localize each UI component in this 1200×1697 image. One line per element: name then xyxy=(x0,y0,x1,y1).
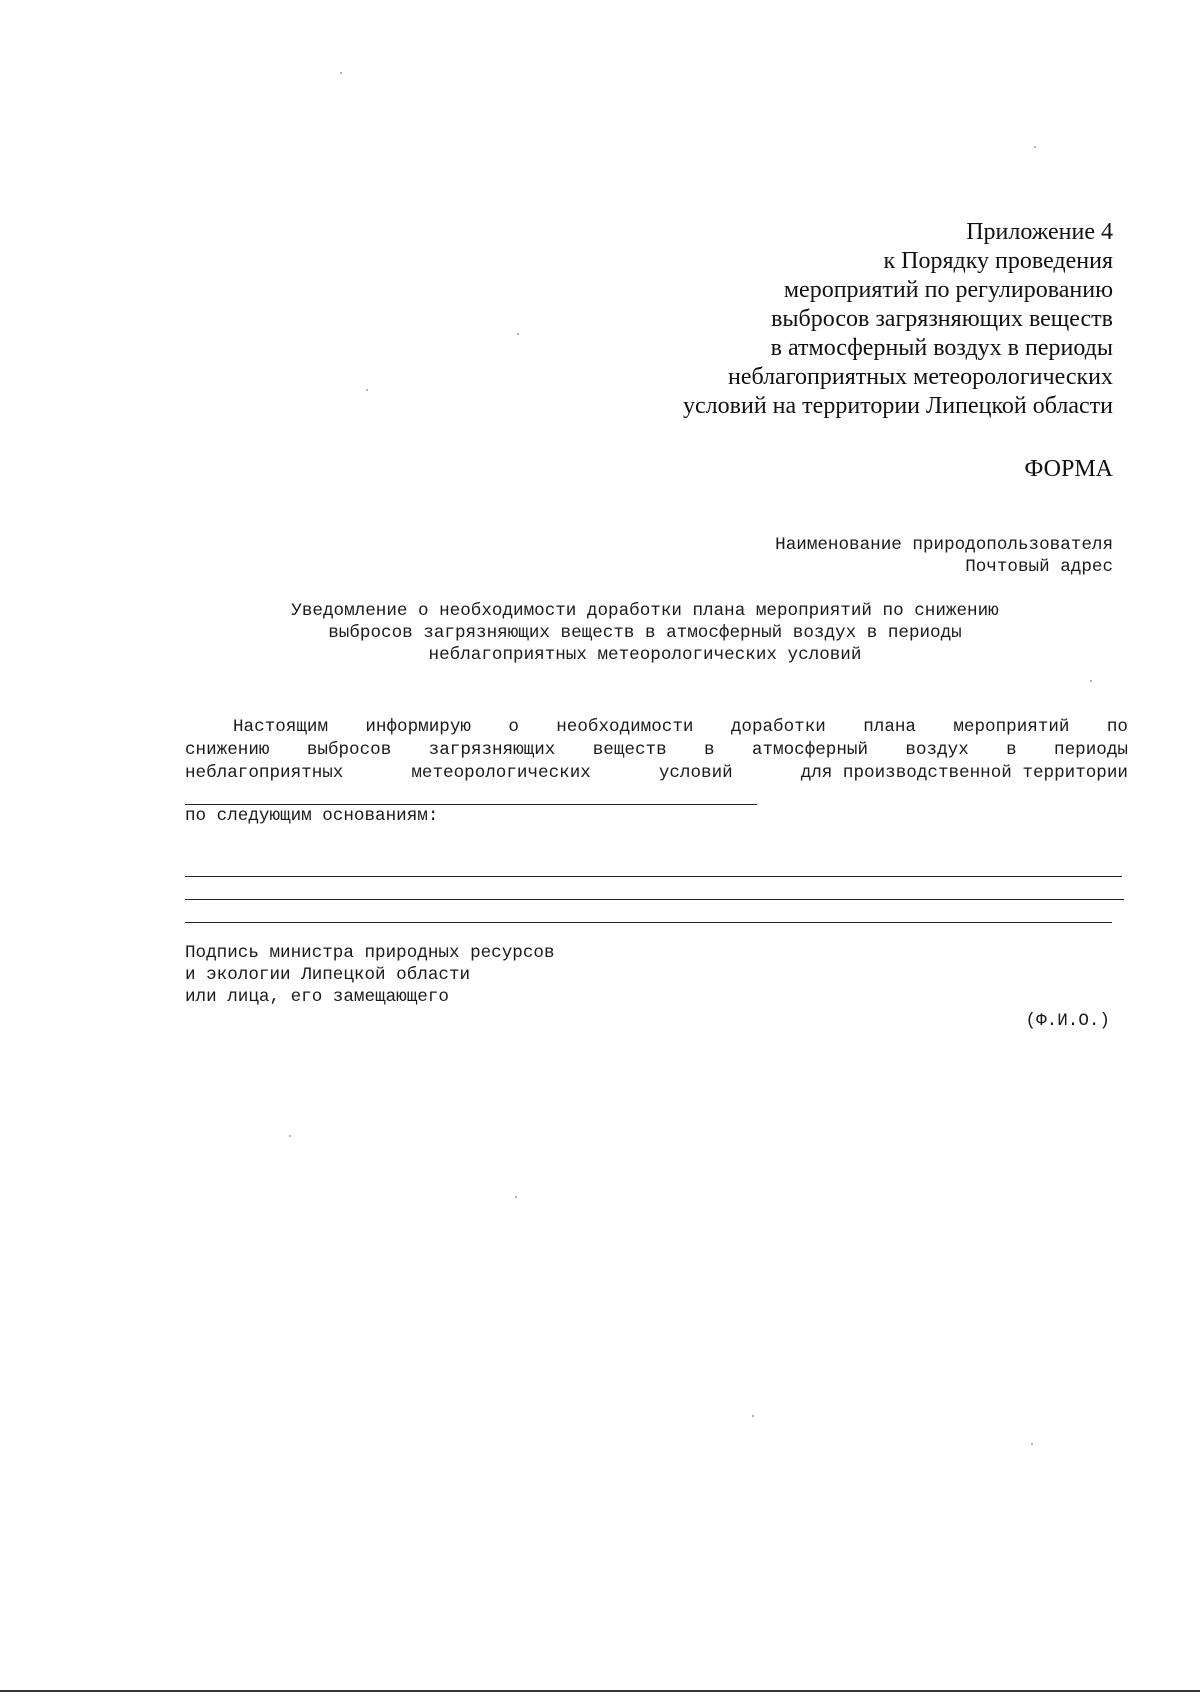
appendix-line: условий на территории Липецкой области xyxy=(683,393,1113,419)
appendix-line: выбросов загрязняющих веществ xyxy=(771,306,1113,332)
body-word: метеорологических xyxy=(411,763,591,783)
body-word: в xyxy=(703,740,715,760)
scan-speck xyxy=(1034,146,1036,148)
notice-title-line: Уведомление о необходимости доработки плана мероприятий по снижению xyxy=(291,601,999,621)
scan-speck xyxy=(1090,680,1092,682)
grounds-blank-line xyxy=(185,899,1124,900)
grounds-blank-line xyxy=(185,922,1112,923)
appendix-header xyxy=(513,218,1113,421)
grounds-label: по следующим основаниям: xyxy=(185,806,439,826)
body-word: в xyxy=(1006,740,1017,760)
body-word: атмосферный xyxy=(751,740,869,760)
body-word: по xyxy=(1106,717,1128,737)
appendix-line: мероприятий по регулированию xyxy=(783,277,1113,303)
appendix-line: к Порядку проведения xyxy=(883,248,1113,274)
scan-speck xyxy=(340,72,342,74)
body-word: информирую xyxy=(365,717,471,737)
scan-speck xyxy=(752,1415,754,1417)
body-line xyxy=(185,739,1128,762)
body-line xyxy=(185,716,1128,739)
body-word: периоды xyxy=(1054,740,1128,760)
scan-bottom-edge xyxy=(0,1690,1200,1692)
body-word: воздух xyxy=(905,740,969,760)
body-line xyxy=(185,762,1128,785)
scan-speck xyxy=(366,389,368,391)
recipient-block xyxy=(613,534,1113,578)
scan-speck xyxy=(515,1196,517,1198)
signature-line: Подпись министра природных ресурсов xyxy=(185,943,555,963)
appendix-line: неблагоприятных метеорологических xyxy=(728,364,1113,390)
signature-block xyxy=(185,942,555,1008)
body-word: мероприятий xyxy=(953,717,1070,737)
body-word: условий xyxy=(658,763,733,783)
body-word: для производственной территории xyxy=(800,763,1128,783)
scan-speck xyxy=(289,1135,291,1137)
notice-body xyxy=(185,716,1128,785)
signature-line: и экологии Липецкой области xyxy=(185,965,471,985)
signature-line: или лица, его замещающего xyxy=(185,987,449,1007)
body-word: загрязняющих xyxy=(428,740,556,760)
notice-title-line: неблагоприятных метеорологических условий xyxy=(428,645,862,665)
recipient-address: Почтовый адрес xyxy=(965,557,1113,577)
body-word: веществ xyxy=(592,740,667,760)
body-word: снижению xyxy=(185,740,270,760)
grounds-blank-line xyxy=(185,876,1122,877)
appendix-line: в атмосферный воздух в периоды xyxy=(770,335,1113,361)
body-word: Настоящим xyxy=(233,717,329,737)
scan-speck xyxy=(1031,1443,1033,1445)
body-word: о xyxy=(508,717,519,737)
appendix-line: Приложение 4 xyxy=(966,219,1113,245)
body-word: выбросов xyxy=(306,740,392,760)
body-word: необходимости xyxy=(556,717,694,737)
notice-title xyxy=(185,600,1105,666)
fio-label: (Ф.И.О.) xyxy=(1025,1011,1110,1031)
body-word: доработки xyxy=(730,717,826,737)
notice-title-line: выбросов загрязняющих веществ в атмосферный воздух в периоды xyxy=(328,623,962,643)
body-word: неблагоприятных xyxy=(185,763,344,783)
form-label: ФОРМА xyxy=(1024,456,1113,482)
body-word: плана xyxy=(863,717,916,737)
recipient-name: Наименование природопользователя xyxy=(775,535,1113,555)
